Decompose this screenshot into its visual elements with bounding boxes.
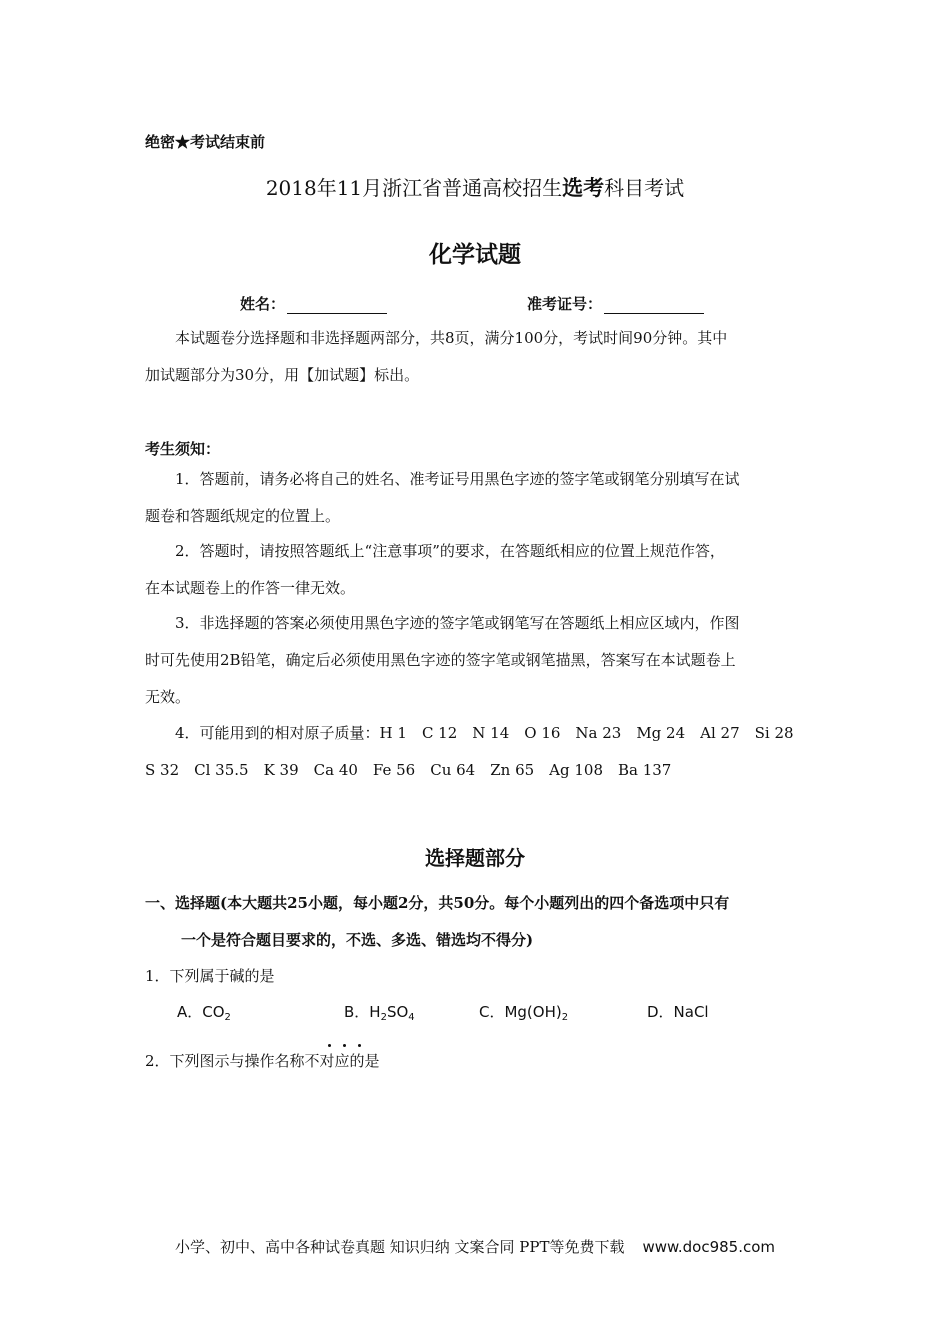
option-c-subscript: 2 <box>561 1012 569 1023</box>
question-1-option-c[interactable] <box>479 1001 568 1023</box>
option-b-text: SO <box>386 1003 409 1021</box>
notice-item-3 <box>145 605 807 716</box>
part1-line-2: 一个是符合题目要求的，不选、多选、错选均不得分) <box>181 931 534 949</box>
exam-id-label: 准考证号： <box>527 295 603 313</box>
exam-title <box>0 172 950 202</box>
secret-mark: 绝密★考试结束前 <box>145 133 266 151</box>
notice-item-text: 时可先使用2B铅笔，确定后必须使用黑色字迹的签字笔或钢笔描黑，答案写在本试题卷上 <box>145 651 736 669</box>
notice-item-text: 题卷和答题纸规定的位置上。 <box>145 507 341 525</box>
part1-line-1: 一、选择题(本大题共25小题，每小题2分，共50分。每个小题列出的四个备选项中只有 <box>145 894 730 912</box>
exam-id-blank[interactable] <box>604 297 704 314</box>
option-b-subscript: 4 <box>408 1012 415 1023</box>
name-blank[interactable] <box>287 297 387 314</box>
subject-title: 化学试题 <box>429 241 521 268</box>
exam-title-suffix: 科目考试 <box>604 176 685 200</box>
exam-id-field <box>527 293 704 314</box>
question-1-option-d[interactable] <box>647 1001 709 1022</box>
exam-title-prefix: 2018年11月浙江省普通高校招生 <box>265 176 563 200</box>
notice-item-4 <box>145 715 807 789</box>
page-footer <box>0 1236 950 1257</box>
option-c-text: C．Mg(OH) <box>479 1003 562 1021</box>
question-1-stem: 1．下列属于碱的是 <box>145 967 275 985</box>
emphasis-dot <box>358 1044 361 1047</box>
part1-instructions <box>145 885 810 959</box>
section-title: 选择题部分 <box>425 846 525 870</box>
notice-heading: 考生须知： <box>145 440 221 458</box>
atomic-masses-line-2: S 32 Cl 35.5 K 39 Ca 40 Fe 56 Cu 64 Zn 65 Ag 108 Ba 137 <box>145 761 672 779</box>
option-b-subscript: 2 <box>380 1012 387 1023</box>
exam-title-emphasis: 选考 <box>562 175 605 200</box>
intro-paragraph <box>145 320 805 394</box>
question-1-option-a[interactable] <box>177 1001 231 1023</box>
footer-url[interactable]: www.doc985.com <box>642 1238 776 1256</box>
intro-line-1: 本试题卷分选择题和非选择题两部分，共8页，满分100分，考试时间90分钟。其中 <box>175 329 728 347</box>
notice-item-text: 答题前，请务必将自己的姓名、准考证号用黑色字迹的签字笔或钢笔分别填写在试 <box>199 470 740 488</box>
notice-item-number: 1． <box>175 470 200 488</box>
intro-line-2: 加试题部分为30分，用【加试题】标出。 <box>145 366 420 384</box>
emphasis-dot <box>343 1044 346 1047</box>
name-field <box>240 293 387 314</box>
notice-item-text: 非选择题的答案必须使用黑色字迹的签字笔或钢笔写在答题纸上相应区域内，作图 <box>199 614 740 632</box>
notice-item-1 <box>145 461 807 535</box>
atomic-masses-line-1: 可能用到的相对原子质量：H 1 C 12 N 14 O 16 Na 23 Mg 24 Al 27 Si 28 <box>199 724 794 742</box>
footer-text: 小学、初中、高中各种试卷真题 知识归纳 文案合同 PPT等免费下载 <box>174 1238 625 1256</box>
notice-item-text: 在本试题卷上的作答一律无效。 <box>145 579 356 597</box>
notice-item-number: 4． <box>175 724 200 742</box>
option-d-text: D．NaCl <box>647 1003 709 1021</box>
notice-item-2 <box>145 533 807 607</box>
notice-item-number: 2． <box>175 542 200 560</box>
option-b-text: B．H <box>344 1003 381 1021</box>
notice-item-text: 无效。 <box>145 688 191 706</box>
question-2-stem: 2．下列图示与操作名称不对应的是 <box>145 1052 380 1070</box>
option-a-text: A．CO <box>177 1003 225 1021</box>
question-1-option-b[interactable] <box>344 1001 415 1023</box>
notice-item-number: 3． <box>175 614 200 632</box>
emphasis-dot <box>328 1044 331 1047</box>
notice-item-text: 答题时，请按照答题纸上“注意事项”的要求，在答题纸相应的位置上规范作答， <box>199 542 725 560</box>
option-a-subscript: 2 <box>224 1012 231 1023</box>
name-label: 姓名： <box>240 295 286 313</box>
